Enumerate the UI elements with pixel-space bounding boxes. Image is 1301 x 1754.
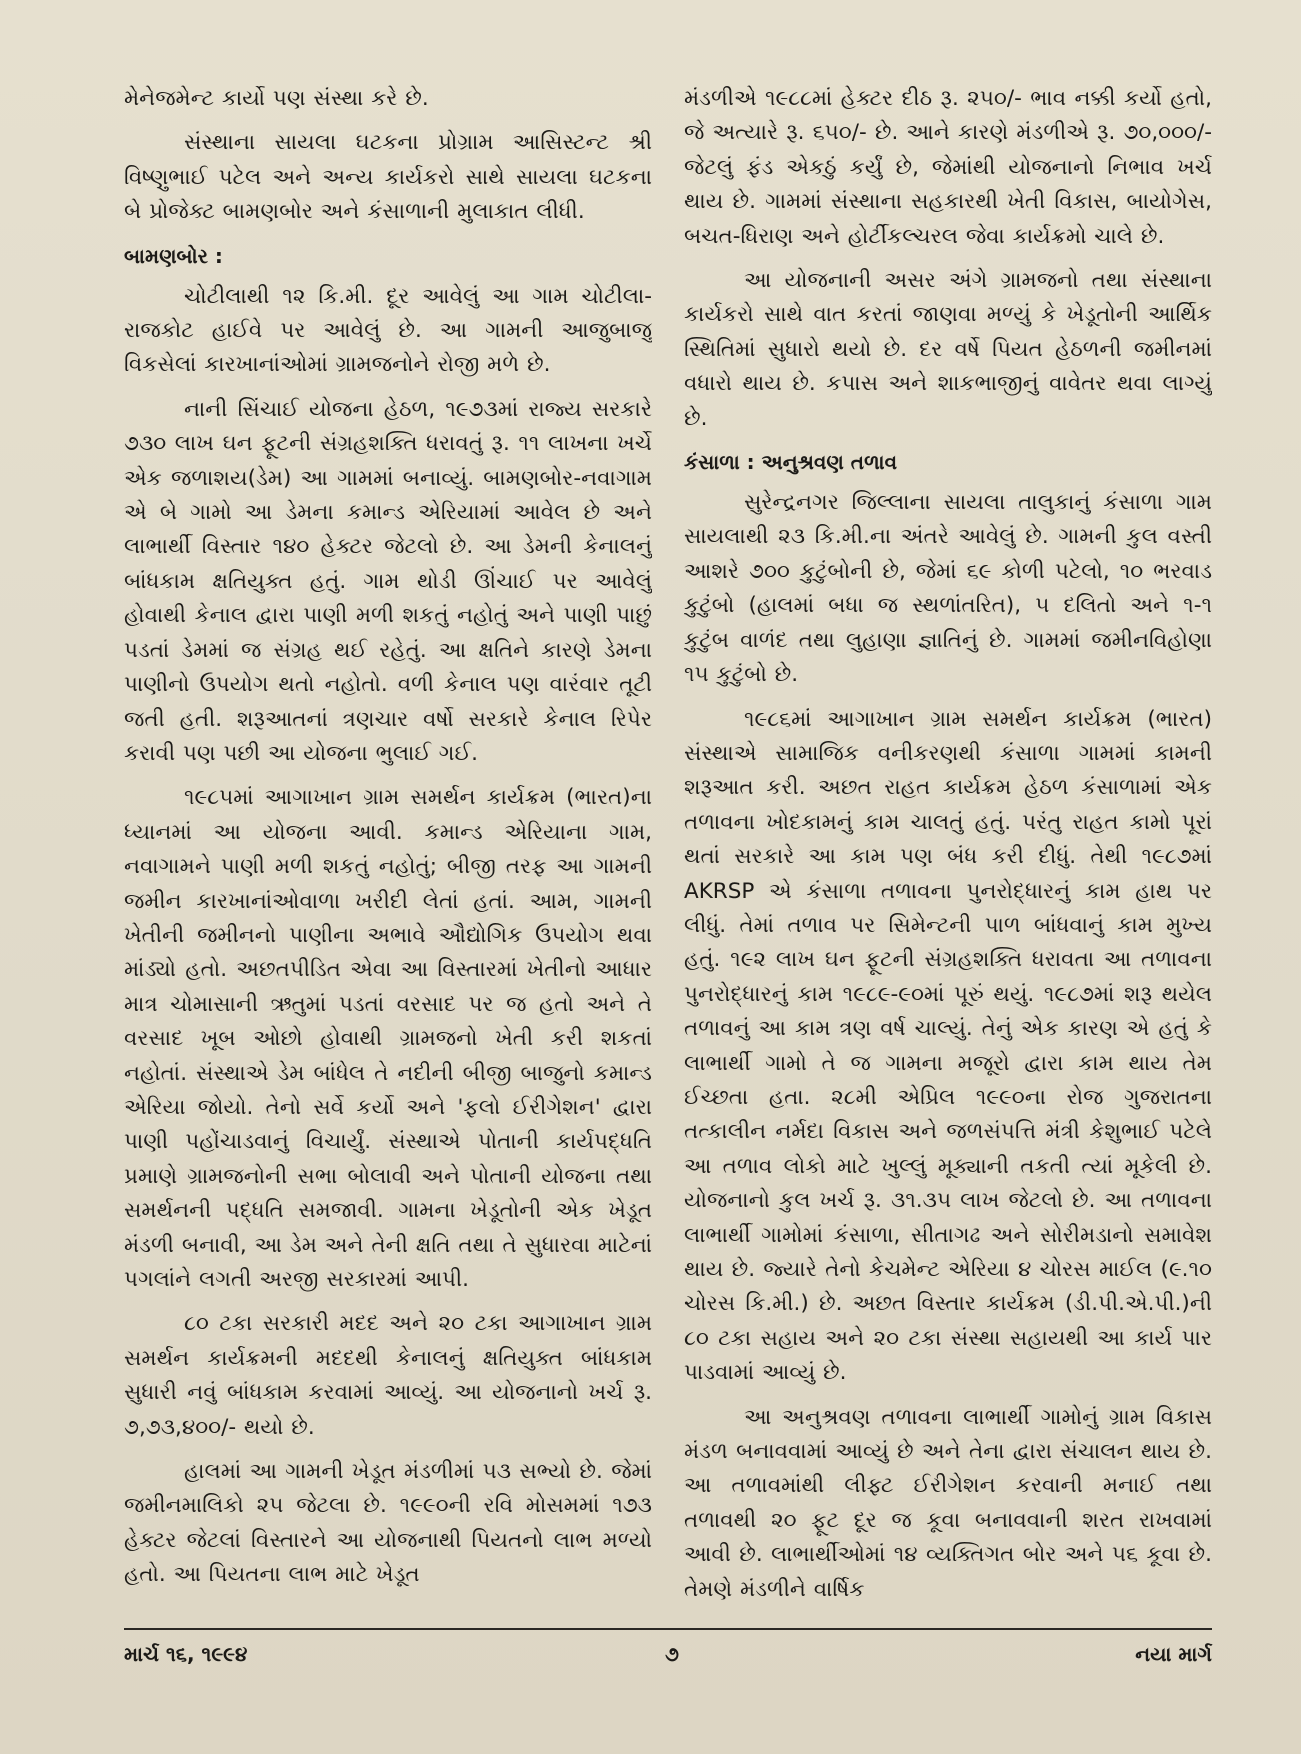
paragraph: ચોટીલાથી ૧૨ કિ.મી. દૂર આવેલું આ ગામ ચોટીલા-રાજકોટ હાઈવે પર આવેલું છે. આ ગામની આજુબાજુ વિકસેલાં કારખાનાંઓમાં ગ્રામજનોને રોજી મળે છે. bbox=[124, 283, 652, 378]
paragraph: નાની સિંચાઈ યોજના હેઠળ, ૧૯૭૩માં રાજ્ય સરકારે ૭૩૦ લાખ ઘન ફૂટની સંગ્રહશક્તિ ધરાવતું રૂ. ૧૧ લાખના ખર્ચે એક જળાશય(ડેમ) આ ગામમાં બનાવ્યું. બામણબોર-નવાગામ એ બે ગામો આ ડેમના કમાન્ડ એરિયામાં આવેલ છે અને લાભાર્થી વિસ્તાર ૧૪૦ હેક્ટર જેટલો છે. આ ડેમની કેનાલનું બાંધકામ ક્ષતિયુક્ત હતું. ગામ થોડી ઊંચાઈ પર આવેલું હોવાથી કેનાલ દ્વારા પાણી મળી શકતું નહોતું અને પાણી પાછું પડતાં ડેમમાં જ સંગ્રહ થઈ રહેતું. આ ક્ષતિને કારણે ડેમના પાણીનો ઉપયોગ થતો નહોતો. વળી કેનાલ પણ વારંવાર તૂટી જતી હતી. શરૂઆતનાં ત્રણચાર વર્ષો સરકારે કેનાલ રિપેર કરાવી પણ પછી આ યોજના ભુલાઈ ગઈ. bbox=[124, 396, 652, 766]
paragraph: સંસ્થાના સાયલા ઘટકના પ્રોગ્રામ આસિસ્ટન્ટ શ્રી વિષ્ણુભાઈ પટેલ અને અન્ય કાર્યકરો સાથે સાયલા ઘટકના બે પ્રોજેક્ટ બામણબોર અને કંસાળાની મુલાકાત લીધી. bbox=[124, 130, 652, 225]
paragraph: મેનેજમેન્ટ કાર્યો પણ સંસ્થા કરે છે. bbox=[124, 86, 429, 111]
issue-date: માર્ચ ૧૬, ૧૯૯૪ bbox=[124, 1642, 248, 1666]
paragraph: ૧૯૮૬માં આગાખાન ગ્રામ સમર્થન કાર્યક્રમ (ભારત) સંસ્થાએ સામાજિક વનીકરણથી કંસાળા ગામમાં કામની શરૂઆત કરી. અછત રાહત કાર્યક્રમ હેઠળ કંસાળામાં એક તળાવના ખોદકામનું કામ ચાલતું હતું. પરંતુ રાહત કામો પૂરાં થતાં સરકારે આ કામ પણ બંધ કરી દીધું. તેથી ૧૯૮૭માં AKRSP એ કંસાળા તળાવના પુનરોદ્ધારનું કામ હાથ પર લીધું. તેમાં તળાવ પર સિમેન્ટની પાળ બાંધવાનું કામ મુખ્ય હતું. ૧૯૨ લાખ ઘન ફૂટની સંગ્રહશક્તિ ધરાવતા આ તળાવના પુનરોદ્ધારનું કામ ૧૯૮૯-૯૦માં પૂરું થયું. ૧૯૮૭માં શરૂ થયેલ તળાવનું આ કામ ત્રણ વર્ષ ચાલ્યું. તેનું એક કારણ એ હતું કે લાભાર્થી ગામો તે જ ગામના મજૂરો દ્વારા કામ થાય તેમ ઈચ્છતા હતા. ૨૮મી એપ્રિલ ૧૯૯૦ના રોજ ગુજરાતના તત્કાલીન નર્મદા વિકાસ અને જળસંપત્તિ મંત્રી કેશુભાઈ પટેલે આ તળાવ લોકો માટે ખુલ્લું મૂક્યાની તકતી ત્યાં મૂકેલી છે. યોજનાનો કુલ ખર્ચ રૂ. ૩૧.૩૫ લાખ જેટલો છે. આ તળાવના લાભાર્થી ગામોમાં કંસાળા, સીતાગઢ અને સોરીમડાનો સમાવેશ થાય છે. જ્યારે તેનો કેચમેન્ટ એરિયા ૪ ચોરસ માઈલ (૯.૧૦ ચોરસ કિ.મી.) છે. અછત વિસ્તાર કાર્યક્રમ (ડી.પી.એ.પી.)ની ૮૦ ટકા સહાય અને ૨૦ ટકા સંસ્થા સહાયથી આ કાર્ય પાર પાડવામાં આવ્યું છે. bbox=[684, 706, 1212, 1386]
paragraph: આ યોજનાની અસર અંગે ગ્રામજનો તથા સંસ્થાના કાર્યકરો સાથે વાત કરતાં જાણવા મળ્યું કે ખેડૂતોની આર્થિક સ્થિતિમાં સુધારો થયો છે. દર વર્ષે પિયત હેઠળની જમીનમાં વધારો થાય છે. કપાસ અને શાકભાજીનું વાવેતર થવા લાગ્યું છે. bbox=[684, 268, 1212, 431]
left-column bbox=[124, 82, 652, 1612]
paragraph: હાલમાં આ ગામની ખેડૂત મંડળીમાં ૫૩ સભ્યો છે. જેમાં જમીનમાલિકો ૨૫ જેટલા છે. ૧૯૯૦ની રવિ મોસમમાં ૧૭૩ હેક્ટર જેટલાં વિસ્તારને આ યોજનાથી પિયતનો લાભ મળ્યો હતો. આ પિયતના લાભ માટે ખેડૂત bbox=[124, 1459, 652, 1588]
article-body bbox=[124, 82, 1212, 1612]
paragraph: ૮૦ ટકા સરકારી મદદ અને ૨૦ ટકા આગાખાન ગ્રામ સમર્થન કાર્યક્રમની મદદથી કેનાલનું ક્ષતિયુક્ત બાંધકામ સુધારી નવું બાંધકામ કરવામાં આવ્યું. આ યોજનાનો ખર્ચ રૂ. ૭,૭૩,૪૦૦/- થયો છે. bbox=[124, 1311, 652, 1440]
section-heading: કંસાળા : અનુશ્રવણ તળાવ bbox=[684, 450, 898, 475]
paragraph: મંડળીએ ૧૯૮૮માં હેક્ટર દીઠ રૂ. ૨૫૦/- ભાવ નક્કી કર્યો હતો, જે અત્યારે રૂ. ૬૫૦/- છે. આને કારણે મંડળીએ રૂ. ૭૦,૦૦૦/- જેટલું ફંડ એકઠું કર્યું છે, જેમાંથી યોજનાનો નિભાવ ખર્ચ થાય છે. ગામમાં સંસ્થાના સહકારથી ખેતી વિકાસ, બાયોગેસ, બચત-ધિરાણ અને હોર્ટીકલ્ચરલ જેવા કાર્યક્રમો ચાલે છે. bbox=[684, 86, 1212, 249]
paragraph: સુરેન્દ્રનગર જિલ્લાના સાયલા તાલુકાનું કંસાળા ગામ સાયલાથી ૨૩ કિ.મી.ના અંતરે આવેલું છે. ગામની કુલ વસ્તી આશરે ૭૦૦ કુટુંબોની છે, જેમાં ૬૯ કોળી પટેલો, ૧૦ ભરવાડ કુટુંબો (હાલમાં બધા જ સ્થળાંતરિત), ૫ દલિતો અને ૧-૧ કુટુંબ વાળંદ તથા લુહાણા જ્ઞાતિનું છે. ગામમાં જમીનવિહોણા ૧૫ કુટુંબો છે. bbox=[684, 490, 1212, 688]
page-footer bbox=[124, 1636, 1212, 1672]
page-number: ૭ bbox=[665, 1642, 679, 1666]
right-column bbox=[684, 82, 1212, 1612]
paragraph: ૧૯૮૫માં આગાખાન ગ્રામ સમર્થન કાર્યક્રમ (ભારત)ના ધ્યાનમાં આ યોજના આવી. કમાન્ડ એરિયાના ગામ, નવાગામને પાણી મળી શકતું નહોતું; બીજી તરફ આ ગામની જમીન કારખાનાંઓવાળા ખરીદી લેતાં હતાં. આમ, ગામની ખેતીની જમીનનો પાણીના અભાવે ઔદ્યોગિક ઉપયોગ થવા માંડ્યો હતો. અછતપીડિત એવા આ વિસ્તારમાં ખેતીનો આધાર માત્ર ચોમાસાની ઋતુમાં પડતાં વરસાદ પર જ હતો અને તે વરસાદ ખૂબ ઓછો હોવાથી ગ્રામજનો ખેતી કરી શકતાં નહોતાં. સંસ્થાએ ડેમ બાંધેલ તે નદીની બીજી બાજુનો કમાન્ડ એરિયા જોયો. તેનો સર્વે કર્યો અને 'ફલો ઈરીગેશન' દ્વારા પાણી પહોંચાડવાનું વિચાર્યું. સંસ્થાએ પોતાની કાર્યપદ્ધતિ પ્રમાણે ગ્રામજનોની સભા બોલાવી અને પોતાની યોજના તથા સમર્થનની પદ્ધતિ સમજાવી. ગામના ખેડૂતોની એક ખેડૂત મંડળી બનાવી, આ ડેમ અને તેની ક્ષતિ તથા તે સુધારવા માટેનાં પગલાંને લગતી અરજી સરકારમાં આપી. bbox=[124, 785, 652, 1292]
magazine-name: નયા માર્ગ bbox=[1135, 1642, 1212, 1666]
footer-divider bbox=[124, 1628, 1212, 1630]
section-heading: બામણબોર : bbox=[124, 243, 223, 268]
paragraph: આ અનુશ્રવણ તળાવના લાભાર્થી ગામોનું ગ્રામ વિકાસ મંડળ બનાવવામાં આવ્યું છે અને તેના દ્વારા સંચાલન થાય છે. આ તળાવમાંથી લીફ્ટ ઈરીગેશન કરવાની મનાઈ તથા તળાવથી ૨૦ ફૂટ દૂર જ કૂવા બનાવવાની શરત રાખવામાં આવી છે. લાભાર્થીઓમાં ૧૪ વ્યક્તિગત બોર અને ૫૬ કૂવા છે. તેમણે મંડળીને વાર્ષિક bbox=[684, 1404, 1212, 1602]
